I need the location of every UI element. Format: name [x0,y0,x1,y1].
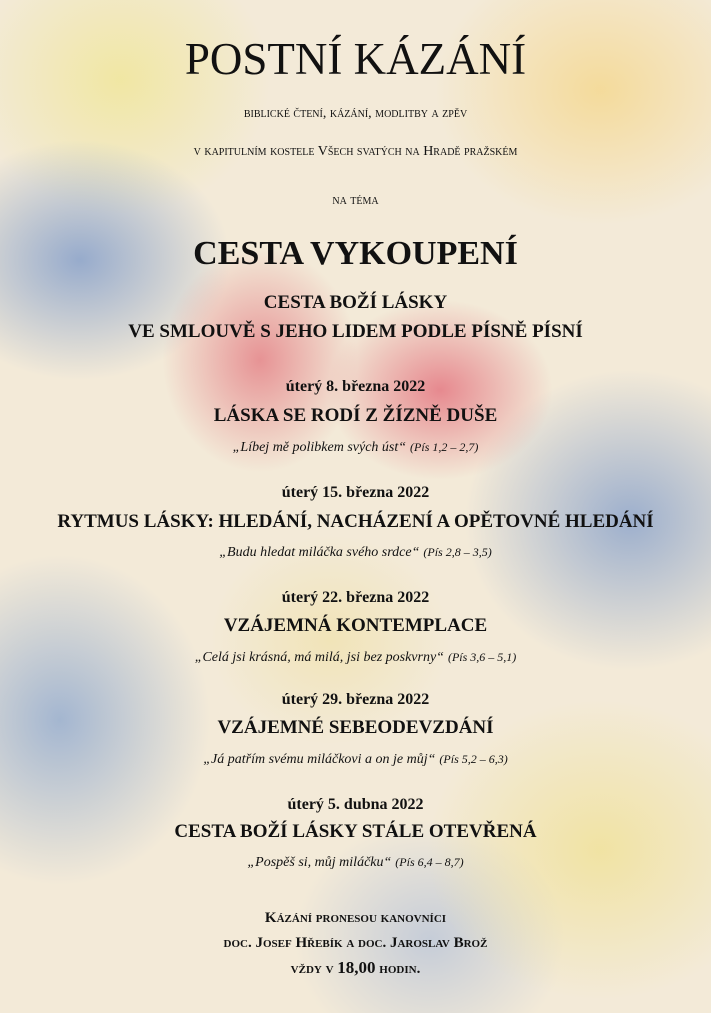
venue-line: v kapitulním kostele Všech svatých na Hradě pražském [193,144,518,159]
theme-intro: na téma [332,193,379,208]
program-description: biblické čtení, kázání, modlitby a zpěv [243,106,468,121]
sermon-quote: „Budu hledat miláčka svého srdce“ [219,545,420,560]
sermon-date: úterý 8. března 2022 [285,378,426,395]
sermon-reference: (Pís 6,4 – 8,7) [395,855,464,869]
sermon-quote-line [0,750,711,769]
sermon-quote-line [0,648,711,667]
poster-title: POSTNÍ KÁZÁNÍ [184,34,527,84]
sermon-reference: (Pís 5,2 – 6,3) [439,752,508,766]
sermon-reference: (Pís 2,8 – 3,5) [423,545,492,559]
time-suffix: hodin. [375,961,421,977]
sermon-date: úterý 15. března 2022 [281,484,430,501]
sermon-quote-line [0,853,711,872]
theme-subtitle-1: CESTA BOŽÍ LÁSKY [263,292,448,313]
sermon-quote-line [0,438,711,457]
time-value: 18,00 [337,958,376,977]
sermon-quote: „Líbej mě polibkem svých úst“ [232,440,407,455]
sermon-title: CESTA BOŽÍ LÁSKY STÁLE OTEVŘENÁ [174,821,537,842]
time-line [0,958,711,979]
preachers-intro: Kázání pronesou kanovníci [264,910,447,926]
sermon-reference: (Pís 1,2 – 2,7) [410,440,479,454]
sermon-date: úterý 5. dubna 2022 [287,796,424,813]
sermon-quote: „Pospěš si, můj miláčku“ [247,855,392,870]
sermon-quote: „Celá jsi krásná, má milá, jsi bez poskvrny“ [194,650,444,665]
theme-title: CESTA VYKOUPENÍ [193,235,518,272]
sermon-title: LÁSKA SE RODÍ Z ŽÍZNĚ DUŠE [213,405,498,426]
sermon-title: VZÁJEMNÁ KONTEMPLACE [223,615,488,636]
sermon-title: VZÁJEMNÉ SEBEODEVZDÁNÍ [217,717,494,738]
sermon-title: RYTMUS LÁSKY: HLEDÁNÍ, NACHÁZENÍ A OPĚTOVNÉ HLEDÁNÍ [57,511,654,532]
sermon-date: úterý 22. března 2022 [281,589,430,606]
preachers-names: doc. Josef Hřebík a doc. Jaroslav Brož [223,935,488,951]
sermon-quote: „Já patřím svému miláčkovi a on je můj“ [203,752,436,767]
sermon-quote-line [0,543,711,562]
theme-subtitle-2: VE SMLOUVĚ S JEHO LIDEM PODLE PÍSNĚ PÍSNÍ [128,321,583,342]
sermon-reference: (Pís 3,6 – 5,1) [447,650,517,664]
sermon-date: úterý 29. března 2022 [281,691,430,708]
time-prefix: vždy v [290,961,338,977]
